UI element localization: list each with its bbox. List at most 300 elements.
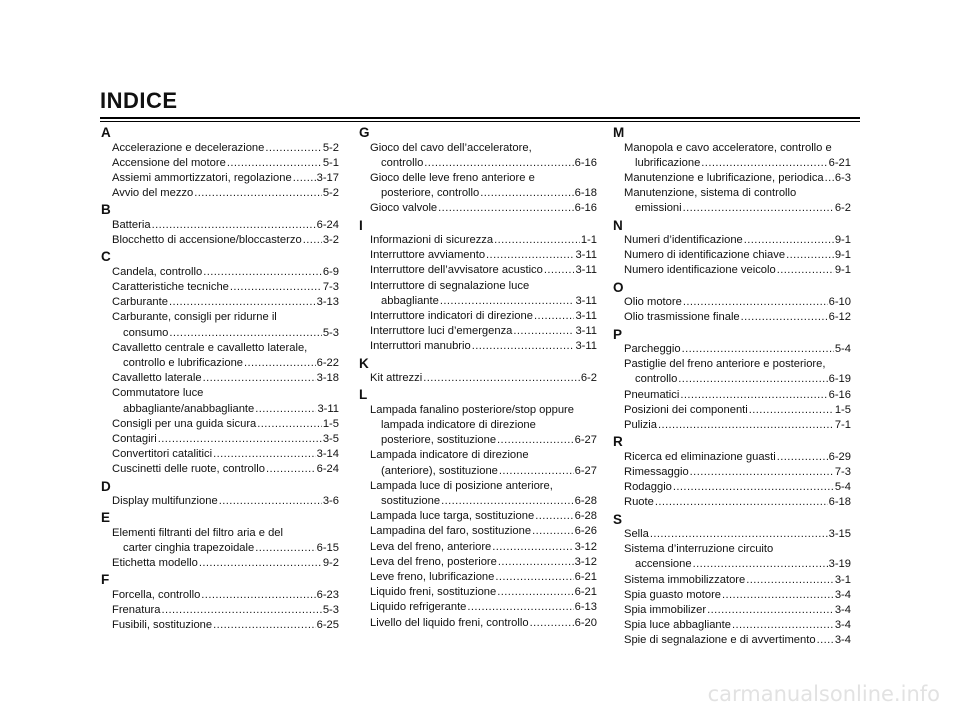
dot-leader [472,339,575,354]
entry-page: 3-11 [575,310,597,323]
entry-page: 6-10 [828,296,851,309]
entry-heading-line: Interruttore di segnalazione luce [370,279,530,292]
entry-text: Olio motore [624,296,682,309]
index-entry[interactable] [359,479,597,509]
dot-leader [219,494,322,509]
dot-leader [152,218,316,233]
entry-text: Liquido freni, sostituzione [370,586,497,599]
entry-page: 3-15 [828,528,851,541]
index-entry[interactable] [613,233,851,248]
entry-text: Display multifunzione [112,495,218,508]
dot-leader [532,524,574,539]
dot-leader [255,541,315,556]
dot-leader [255,402,316,417]
dot-leader [673,480,834,495]
index-entry[interactable] [101,171,339,186]
entry-text: lubrificazione [635,156,701,169]
index-entry[interactable] [613,603,851,618]
index-entry[interactable] [359,570,597,585]
entry-heading-line: Manutenzione, sistema di controllo [624,187,797,200]
entry-text: Spie di segnalazione e di avvertimento [624,634,816,647]
entry-text: Livello del liquido freni, controllo [370,616,529,629]
section-letter: K [359,355,369,371]
index-entry[interactable] [359,616,597,631]
index-entry[interactable] [359,585,597,600]
index-entry[interactable] [101,462,339,477]
index-entry[interactable] [359,524,597,539]
entry-page: 6-16 [574,202,597,215]
entry-page: 3-19 [828,558,851,571]
entry-text: Etichetta modello [112,557,198,570]
entry-text: Kit attrezzi [370,372,423,385]
entry-text: abbagliante/anabbagliante [123,402,255,415]
dot-leader [732,618,834,633]
index-entry[interactable] [613,527,851,542]
entry-heading-line: Manopola e cavo acceleratore, controllo e [624,141,832,154]
entry-text: Consigli per una guida sicura [112,417,257,430]
index-entry[interactable] [101,371,339,386]
entry-page: 5-2 [322,187,339,200]
index-entry[interactable] [101,447,339,462]
index-entry[interactable] [359,263,597,278]
entry-text: Interruttore dell’avvisatore acustico [370,264,543,277]
entry-text: Numero di identificazione chiave [624,249,786,262]
entry-page: 6-19 [828,373,851,386]
entry-page: 6-28 [574,510,597,523]
dot-leader [544,263,575,278]
dot-leader [169,326,321,341]
dot-leader [201,588,315,603]
entry-text: Pulizia [624,419,657,432]
entry-page: 1-5 [834,403,851,416]
watermark: carmanualsonline.info [707,682,940,706]
entry-page: 6-20 [574,616,597,629]
index-entry[interactable] [613,186,851,216]
entry-text: Lampadina del faro, sostituzione [370,525,532,538]
index-entry[interactable] [359,324,597,339]
index-entry[interactable] [101,526,339,556]
dot-leader [497,433,574,448]
dot-leader [199,556,322,571]
entry-page: 6-23 [316,588,339,601]
entry-text: Sella [624,528,649,541]
index-entry[interactable] [613,618,851,633]
index-entry[interactable] [101,295,339,310]
index-entry[interactable] [101,280,339,295]
entry-page: 3-12 [574,540,597,553]
entry-page: 6-27 [574,434,597,447]
entry-text: Olio trasmissione finale [624,311,740,324]
entry-text: Batteria [112,218,151,231]
entry-heading-line: Cavalletto centrale e cavalletto laterale, [112,341,308,354]
dot-leader [678,372,827,387]
index-entry[interactable] [359,448,597,478]
index-entry[interactable] [613,495,851,510]
dot-leader [693,557,828,572]
dot-leader [203,265,322,280]
index-entry[interactable] [613,141,851,171]
entry-text: Spia guasto motore [624,588,722,601]
dot-leader [534,309,575,324]
entry-page: 5-4 [834,343,851,356]
entry-heading-line: Lampada indicatore di direzione [370,449,529,462]
entry-text: Cuscinetti delle ruote, controllo [112,463,265,476]
index-entry[interactable] [101,588,339,603]
index-entry[interactable] [613,480,851,495]
section-letter: R [613,434,623,450]
index-entry[interactable] [613,310,851,325]
dot-leader [194,186,322,201]
section-letter: D [101,478,111,494]
entry-page: 6-25 [316,619,339,632]
index-entry[interactable] [101,494,339,509]
entry-page: 3-17 [316,171,339,184]
entry-text: Cavalletto laterale [112,372,202,385]
dot-leader [650,527,828,542]
section-letter: M [613,125,625,140]
dot-leader [169,295,316,310]
dot-leader [227,156,322,171]
dot-leader [683,201,834,216]
entry-page: 1-1 [580,234,597,247]
entry-page: 3-12 [574,555,597,568]
entry-text: Interruttore luci d’emergenza [370,325,513,338]
index-entry[interactable] [613,465,851,480]
entry-page: 6-28 [574,495,597,508]
entry-heading-line: Gioco del cavo dell’acceleratore, [370,141,532,154]
dot-leader [655,495,828,510]
entry-text: Interruttore indicatori di direzione [370,310,533,323]
section-letter: G [359,125,370,140]
entry-heading-line: lampada indicatore di direzione [381,419,536,432]
index-entry[interactable] [359,171,597,201]
entry-page: 6-16 [828,388,851,401]
entry-page: 9-1 [834,249,851,262]
index-entry[interactable] [613,388,851,403]
section-letter: N [613,217,623,233]
index-entry[interactable] [613,418,851,433]
entry-page: 3-11 [575,294,597,307]
entry-text: abbagliante [381,294,439,307]
index-entry[interactable] [613,403,851,418]
index-entry[interactable] [359,600,597,615]
entry-text: Assiemi ammortizzatori, regolazione [112,171,292,184]
entry-text: controllo [381,156,424,169]
entry-text: Forcella, controllo [112,588,201,601]
entry-page: 3-4 [834,588,851,601]
entry-heading-line: Lampada luce di posizione anteriore, [370,479,553,492]
entry-heading-line: Gioco delle leve freno anteriore e [370,171,535,184]
entry-text: Numero identificazione veicolo [624,264,776,277]
entry-text: Sistema immobilizzatore [624,573,746,586]
index-entry[interactable] [359,201,597,216]
entry-text: accensione [635,558,692,571]
dot-leader [293,171,316,186]
entry-heading-line: Elementi filtranti del filtro aria e del [112,526,283,539]
entry-page: 6-21 [574,586,597,599]
entry-page: 3-13 [316,296,339,309]
entry-text: Manutenzione e lubrificazione, periodica [624,171,824,184]
dot-leader [494,233,580,248]
entry-page: 6-26 [574,525,597,538]
entry-text: Rodaggio [624,481,672,494]
entry-page: 6-3 [834,171,851,184]
entry-page: 3-5 [322,432,339,445]
index-entry[interactable] [613,263,851,278]
entry-page: 7-3 [322,280,339,293]
section-letter: O [613,279,624,295]
index-column-3 [613,124,851,649]
entry-page: 9-1 [834,264,851,277]
entry-text: Numeri d’identificazione [624,234,743,247]
entry-page: 3-11 [575,325,597,338]
entry-text: Lampada luce targa, sostituzione [370,510,535,523]
entry-text: controllo e lubrificazione [123,356,244,369]
dot-leader [530,616,574,631]
index-entry[interactable] [101,141,339,156]
entry-text: Ricerca ed eliminazione guasti [624,450,776,463]
entry-text: Avvio del mezzo [112,187,194,200]
entry-text: controllo [635,373,678,386]
entry-page: 5-1 [322,156,339,169]
dot-leader [746,573,834,588]
entry-text: Interruttori manubrio [370,340,471,353]
dot-leader [701,156,827,171]
index-entry[interactable] [359,339,597,354]
dot-leader [749,403,834,418]
index-entry[interactable] [101,432,339,447]
entry-text: Fusibili, sostituzione [112,619,213,632]
entry-page: 6-24 [316,463,339,476]
entry-page: 6-2 [580,372,597,385]
entry-page: 9-1 [834,234,851,247]
dot-leader [535,509,573,524]
entry-text: Interruttore avviamento [370,249,486,262]
index-entry[interactable] [101,341,339,371]
entry-page: 1-5 [322,417,339,430]
page-title: INDICE [100,88,178,113]
index-entry[interactable] [613,248,851,263]
index-entry[interactable] [359,403,597,449]
index-entry[interactable] [613,573,851,588]
dot-leader [497,585,573,600]
entry-heading-line: Commutatore luce [112,387,204,400]
entry-text: Caratteristiche tecniche [112,280,229,293]
dot-leader [513,324,574,339]
entry-page: 3-6 [322,495,339,508]
entry-text: (anteriore), sostituzione [381,464,498,477]
dot-leader [492,540,573,555]
dot-leader [744,233,834,248]
dot-leader [213,618,315,633]
entry-text: posteriore, controllo [381,187,480,200]
entry-text: carter cinghia trapezoidale [123,541,255,554]
index-entry[interactable] [359,279,597,309]
dot-leader [467,600,573,615]
dot-leader [817,633,834,648]
entry-text: Candela, controllo [112,265,203,278]
entry-text: Carburante [112,296,168,309]
dot-leader [498,555,574,570]
index-entry[interactable] [101,603,339,618]
entry-text: Contagiri [112,432,157,445]
index-entry[interactable] [101,386,339,416]
index-entry[interactable] [359,555,597,570]
dot-leader [690,465,834,480]
entry-text: posteriore, sostituzione [381,434,497,447]
entry-page: 7-1 [834,419,851,432]
entry-page: 6-9 [322,265,339,278]
dot-leader [438,201,573,216]
dot-leader [682,342,834,357]
dot-leader [162,603,322,618]
index-entry[interactable] [359,509,597,524]
index-entry[interactable] [359,309,597,324]
dot-leader [158,432,322,447]
entry-text: Parcheggio [624,343,681,356]
entry-page: 3-1 [834,573,851,586]
entry-text: Liquido refrigerante [370,601,467,614]
index-entry[interactable] [359,233,597,248]
section-letter: B [101,202,111,218]
section-letter: P [613,326,623,342]
dot-leader [480,186,573,201]
entry-page: 3-11 [575,264,597,277]
entry-page: 6-27 [574,464,597,477]
entry-page: 6-18 [574,187,597,200]
index-entry[interactable] [613,450,851,465]
entry-text: sostituzione [381,495,441,508]
dot-leader [658,418,834,433]
dot-leader [203,371,316,386]
entry-text: Frenatura [112,604,161,617]
dot-leader [265,141,321,156]
section-letter: E [101,510,111,526]
dot-leader [707,603,834,618]
index-entry[interactable] [101,186,339,201]
dot-leader [825,171,834,186]
dot-leader [230,280,322,295]
section-letter: L [359,387,368,403]
index-entry[interactable] [613,542,851,572]
index-entry[interactable] [101,556,339,571]
entry-page: 9-2 [322,557,339,570]
index-entry[interactable] [101,618,339,633]
entry-text: Convertitori catalitici [112,448,213,461]
dot-leader [303,233,322,248]
index-entry[interactable] [359,141,597,171]
dot-leader [741,310,828,325]
dot-leader [213,447,315,462]
entry-text: Spia immobilizer [624,604,707,617]
entry-text: consumo [123,326,169,339]
index-entry[interactable] [613,588,851,603]
index-entry[interactable] [359,248,597,263]
entry-text: Pneumatici [624,388,680,401]
entry-page: 6-21 [828,156,851,169]
entry-page: 6-18 [828,496,851,509]
index-column-1 [101,124,339,633]
entry-page: 6-22 [316,356,339,369]
index-entry[interactable] [613,171,851,186]
dot-leader [722,588,834,603]
section-letter: S [613,511,623,527]
entry-page: 6-12 [828,311,851,324]
entry-page: 3-14 [316,448,339,461]
dot-leader [777,450,828,465]
index-column-2 [359,124,597,631]
entry-page: 6-15 [316,541,339,554]
index-entry[interactable] [101,218,339,233]
entry-page: 3-18 [316,372,339,385]
index-entry[interactable] [101,156,339,171]
entry-page: 5-4 [834,481,851,494]
entry-text: Spia luce abbagliante [624,619,731,632]
dot-leader [440,294,575,309]
entry-heading-line: Pastiglie del freno anteriore e posteriore, [624,358,826,371]
dot-leader [257,417,322,432]
index-entry[interactable] [101,233,339,248]
dot-leader [424,156,573,171]
index-entry[interactable] [613,357,851,387]
entry-page: 6-24 [316,218,339,231]
section-letter: A [101,125,111,140]
dot-leader [777,263,834,278]
entry-text: Leva del freno, anteriore [370,540,492,553]
entry-heading-line: Sistema d’interruzione circuito [624,543,774,556]
entry-text: Accelerazione e decelerazione [112,141,265,154]
section-letter: F [101,572,110,588]
index-entry[interactable] [359,540,597,555]
entry-text: Posizioni dei componenti [624,403,748,416]
entry-page: 5-2 [322,141,339,154]
entry-page: 6-13 [574,601,597,614]
index-entry[interactable] [613,633,851,648]
entry-text: Rimessaggio [624,465,689,478]
entry-page: 3-11 [317,402,339,415]
index-entry[interactable] [101,310,339,340]
index-entry[interactable] [101,417,339,432]
entry-page: 3-11 [575,249,597,262]
entry-page: 3-11 [575,340,597,353]
dot-leader [495,570,573,585]
section-letter: C [101,249,111,265]
entry-text: Blocchetto di accensione/bloccasterzo [112,234,302,247]
dot-leader [499,464,574,479]
entry-page: 6-21 [574,571,597,584]
dot-leader [486,248,574,263]
entry-text: Gioco valvole [370,202,438,215]
dot-leader [244,356,316,371]
section-letter: I [359,217,363,233]
dot-leader [266,462,316,477]
index-entry[interactable] [359,371,597,386]
entry-text: Leva del freno, posteriore [370,555,497,568]
entry-text: Accensione del motore [112,156,226,169]
index-entry[interactable] [613,295,851,310]
title-rule [100,117,860,122]
entry-text: Ruote [624,496,654,509]
index-entry[interactable] [101,265,339,280]
entry-page: 6-2 [834,202,851,215]
entry-page: 3-4 [834,604,851,617]
dot-leader [683,295,828,310]
dot-leader [423,371,580,386]
entry-page: 3-2 [322,234,339,247]
index-entry[interactable] [613,342,851,357]
entry-text: Leve freno, lubrificazione [370,571,495,584]
entry-page: 5-3 [322,326,339,339]
